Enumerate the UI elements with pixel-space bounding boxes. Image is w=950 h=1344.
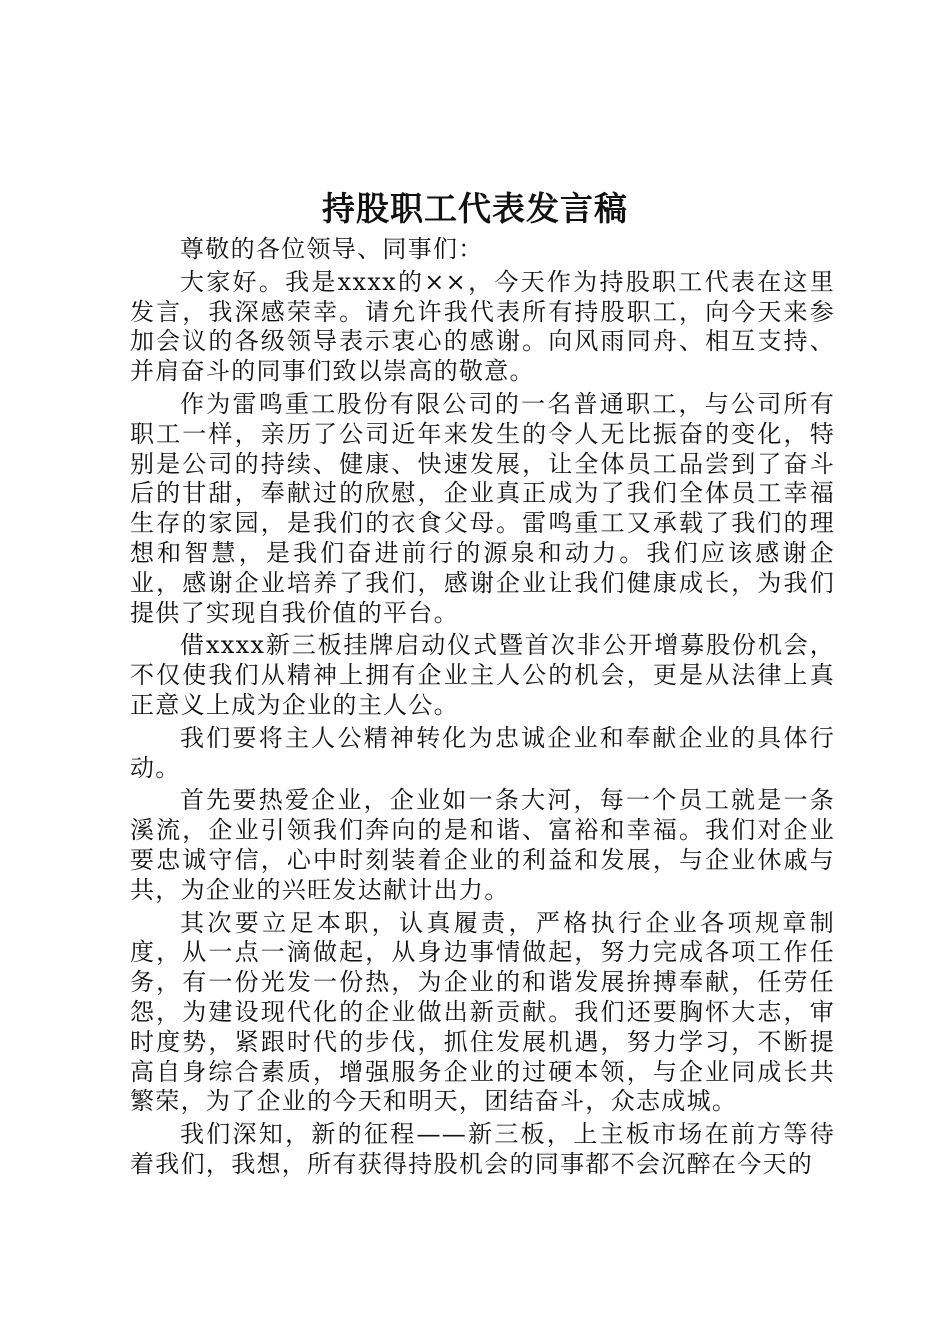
document-body [130,235,835,1183]
body-paragraph: 作为雷鸣重工股份有限公司的一名普通职工，与公司所有职工一样，亲历了公司近年来发生的令人无比振奋的变化，特别是公司的持续、健康、快速发展，让全体员工品尝到了奋斗后的甘甜，奉献过的欣慰，企业真正成为了我们全体员工幸福生存的家园，是我们的衣食父母。雷鸣重工又承载了我们的理想和智慧，是我们奋进前行的源泉和动力。我们应该感谢企业，感谢企业培养了我们，感谢企业让我们健康成长，为我们提供了实现自我价值的平台。 [130,389,835,627]
body-paragraph: 我们要将主人公精神转化为忠诚企业和奉献企业的具体行动。 [130,723,835,782]
body-paragraph: 借xxxx新三板挂牌启动仪式暨首次非公开增募股份机会，不仅使我们从精神上拥有企业主人公的机会，更是从法律上真正意义上成为企业的主人公。 [130,631,835,719]
body-paragraph: 我们深知，新的征程——新三板，上主板市场在前方等待着我们，我想，所有获得持股机会的同事都不会沉醉在今天的 [130,1120,835,1178]
body-paragraph: 首先要热爱企业，企业如一条大河，每一个员工就是一条溪流，企业引领我们奔向的是和谐、富裕和幸福。我们对企业要忠诚守信，心中时刻装着企业的利益和发展，与企业休戚与共，为企业的兴旺发达献计出力。 [130,786,835,904]
body-paragraph: 大家好。我是xxxx的××，今天作为持股职工代表在这里发言，我深感荣幸。请允许我代表所有持股职工，向今天来参加会议的各级领导表示衷心的感谢。向风雨同舟、相互支持、并肩奋斗的同事们致以崇高的敬意。 [130,267,835,386]
body-paragraph: 其次要立足本职，认真履责，严格执行企业各项规章制度，从一点一滴做起，从身边事情做起，努力完成各项工作任务，有一份光发一份热，为企业的和谐发展拚搏奉献，任劳任怨，为建设现代化的企业做出新贡献。我们还要胸怀大志，审时度势，紧跟时代的步伐，抓住发展机遇，努力学习，不断提高自身综合素质，增强服务企业的过硬本领，与企业同成长共繁荣，为了企业的今天和明天，团结奋斗，众志成城。 [130,908,835,1116]
salutation-paragraph: 尊敬的各位领导、同事们： [180,235,484,263]
document-title: 持股职工代表发言稿 [322,189,628,228]
